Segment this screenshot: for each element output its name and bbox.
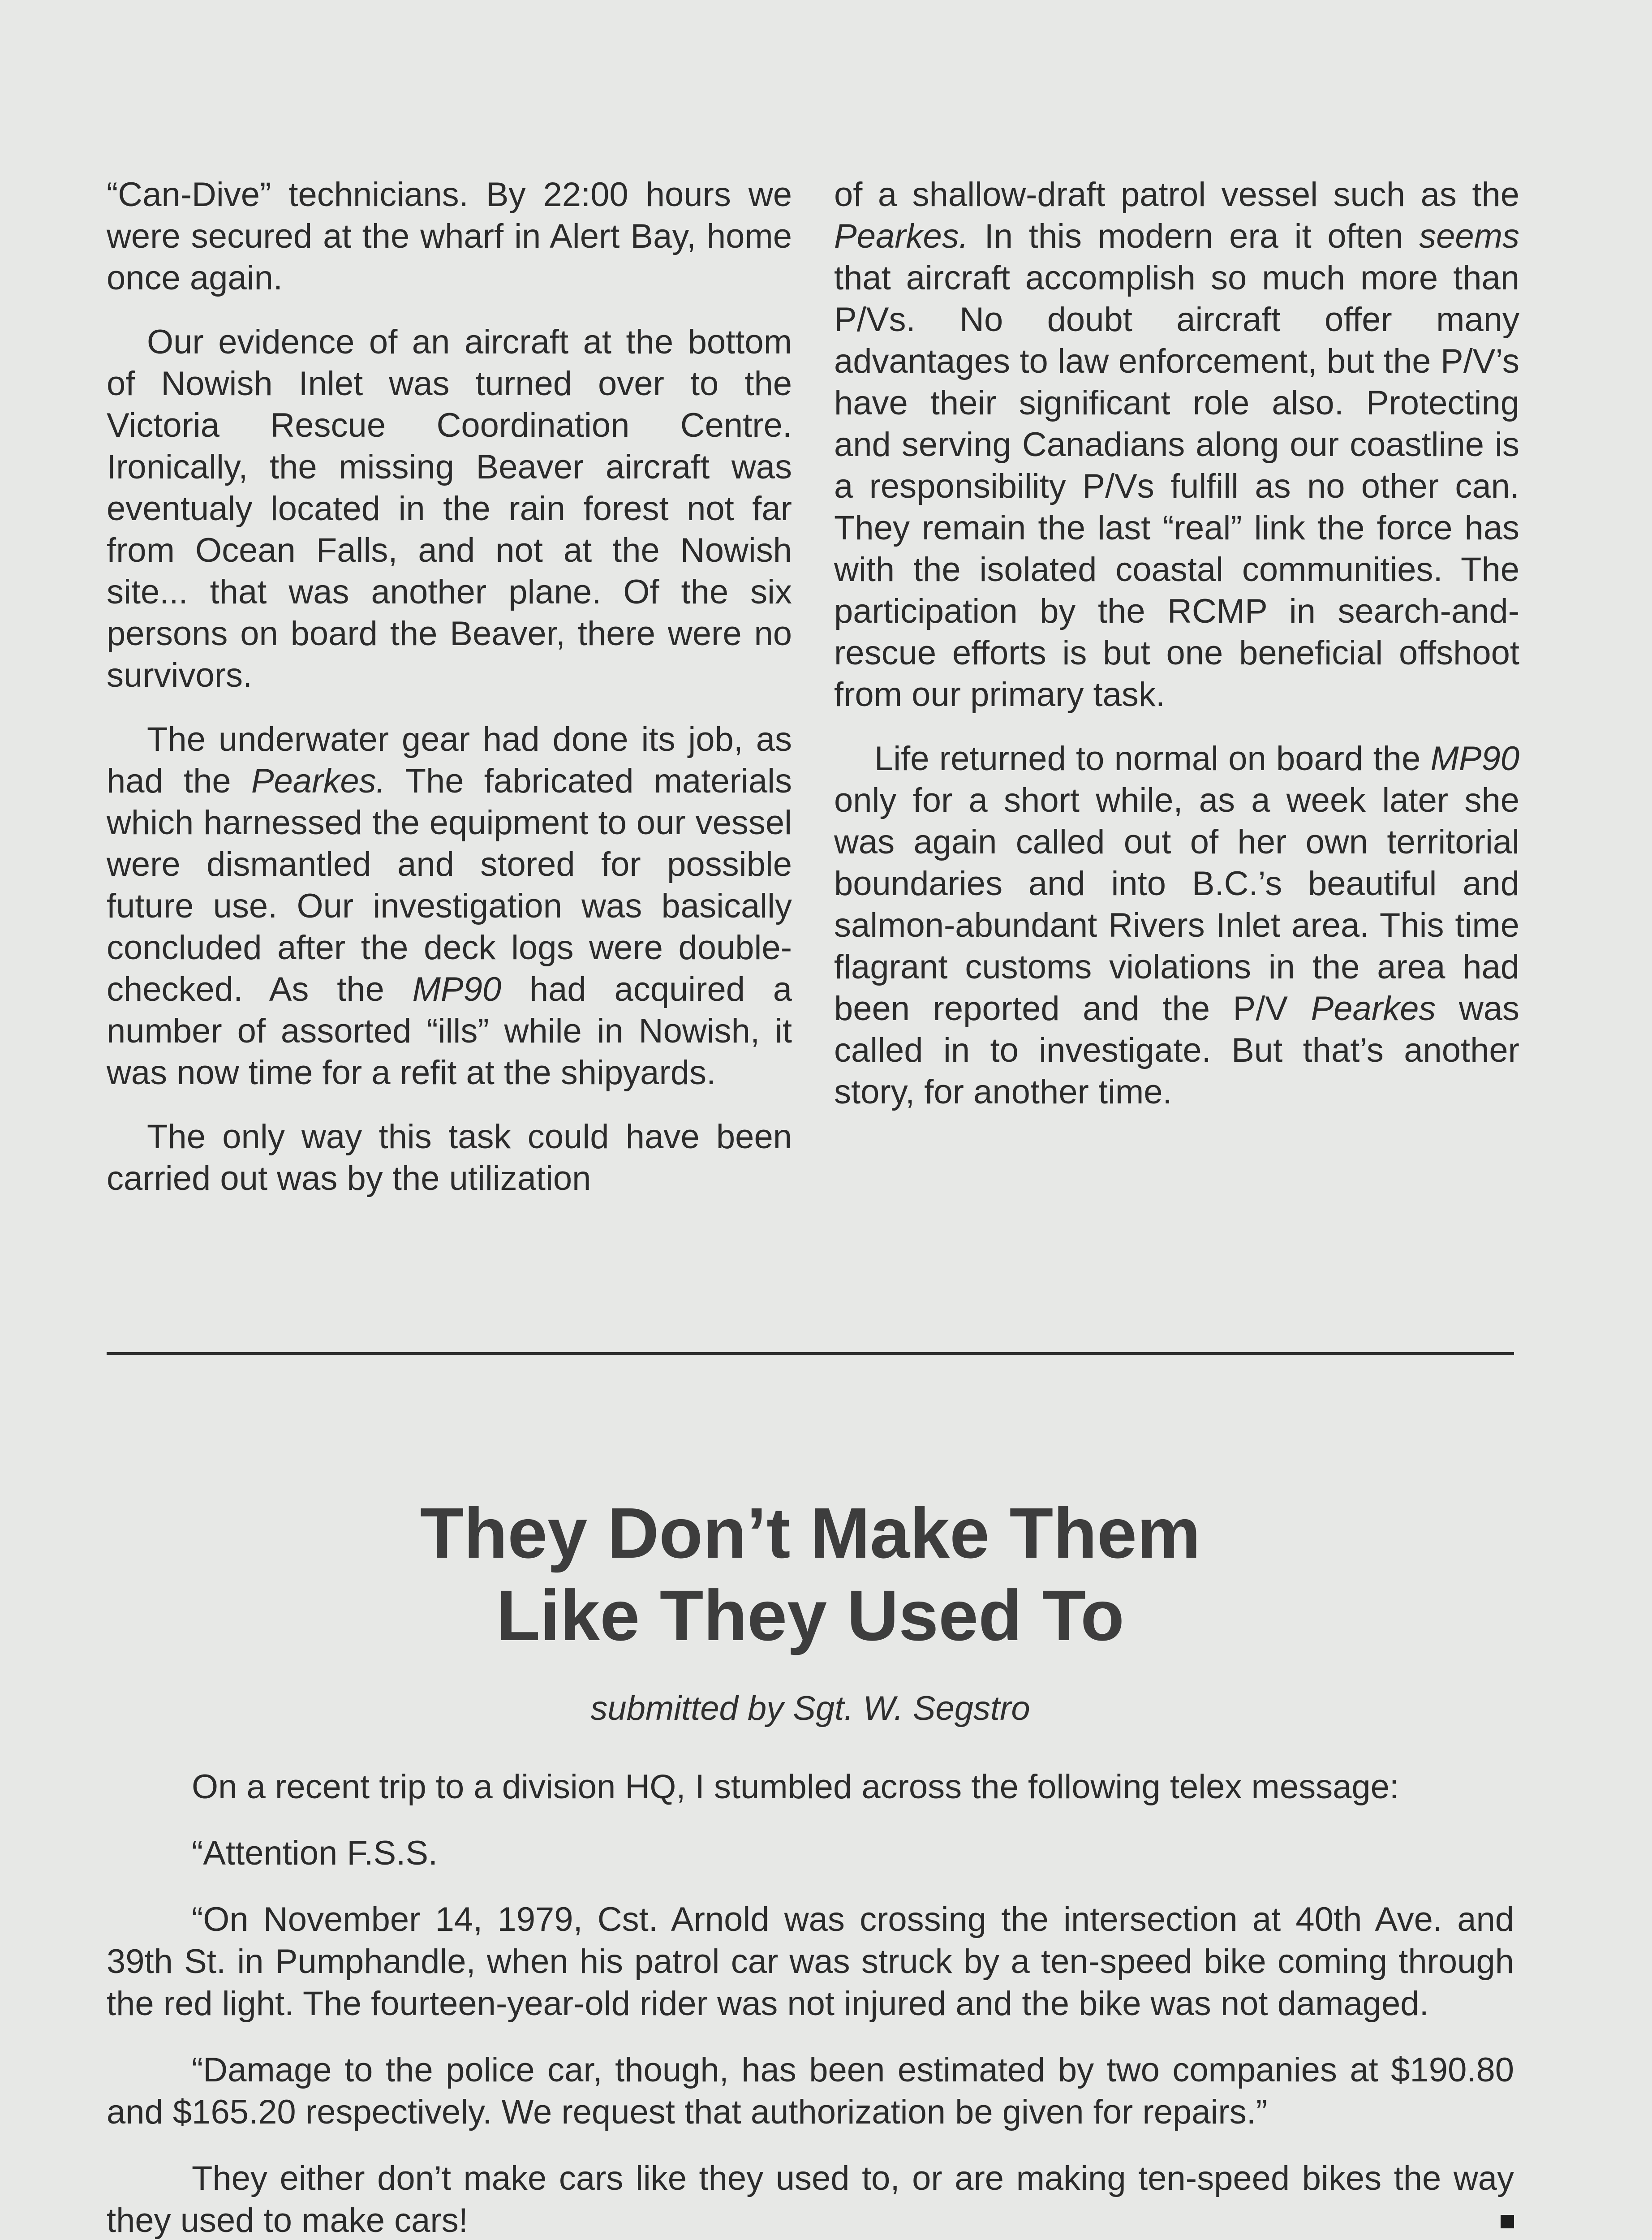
section-divider — [107, 1352, 1514, 1355]
title-line-1: They Don’t Make Them — [420, 1493, 1201, 1573]
left-paragraph-1: “Can-Dive” technicians. By 22:00 hours we were secured at the wharf in Alert Bay, home once again. — [107, 176, 792, 297]
article-paragraph-1: On a recent trip to a division HQ, I stumbled across the following telex message: — [192, 1768, 1399, 1806]
left-paragraph-4: The only way this task could have been carried out was by the utilization — [107, 1118, 792, 1198]
article-title — [107, 1492, 1514, 1657]
right-column — [834, 174, 1519, 1113]
article-byline: submitted by Sgt. W. Segstro — [590, 1689, 1030, 1727]
article-paragraph-3: “On November 14, 1979, Cst. Arnold was crossing the intersection at 40th Ave. and 39th St. in Pumphandle, when his patrol car was struck by a ten-speed bike coming through the red light. The fourteen-year-old rider was not injured and the bike was not damaged. — [107, 1900, 1514, 2023]
article-paragraph-2: “Attention F.S.S. — [192, 1834, 438, 1872]
title-line-2: Like They Used To — [496, 1575, 1124, 1655]
end-of-article-square-icon — [1501, 2215, 1514, 2228]
left-paragraph-2: Our evidence of an aircraft at the bottom of Nowish Inlet was turned over to the Victoria Rescue Coordination Centre. Ironically, the missing Beaver aircraft was eventualy located in the rain forest not far from Ocean Falls, and not at the Nowish site... that was another plane. Of the six persons on board the Beaver, there were no survivors. — [107, 323, 792, 694]
article-paragraph-5: They either don’t make cars like they used to, or are making ten-speed bikes the way they used to make cars! — [107, 2159, 1514, 2240]
right-paragraph-1: of a shallow-draft patrol vessel such as the Pearkes. In this modern era it often seems that aircraft accomplish so much more than P/Vs. No doubt aircraft offer many advantages to law enforcement, but the P/V’s have their significant role also. Protecting and serving Canadians along our coastline is a responsibility P/Vs fulfill as no other can. They remain the last “real” link the force has with the isolated coastal communities. The participation by the RCMP in search-and-rescue efforts is but one beneficial offshoot from our primary task. — [834, 176, 1519, 714]
article-paragraph-4: “Damage to the police car, though, has been estimated by two companies at $190.80 and $165.20 respectively. We request that authorization be given for repairs.” — [107, 2051, 1514, 2131]
article-body — [107, 1766, 1514, 2240]
left-column — [107, 174, 792, 1199]
left-paragraph-3: The underwater gear had done its job, as had the Pearkes. The fabricated materials which harnessed the equipment to our vessel were dismantled and stored for possible future use. Our investigation was basically concluded after the deck logs were double-checked. As the MP90 had acquired a number of assorted “ills” while in Nowish, it was now time for a refit at the shipyards. — [107, 720, 792, 1092]
right-paragraph-2: Life returned to normal on board the MP90 only for a short while, as a week later she was again called out of her own territorial boundaries and into B.C.’s beautiful and salmon-abundant Rivers Inlet area. This time flagrant customs violations in the area had been reported and the P/V Pearkes was called in to investigate. But that’s another story, for another time. — [834, 740, 1519, 1111]
